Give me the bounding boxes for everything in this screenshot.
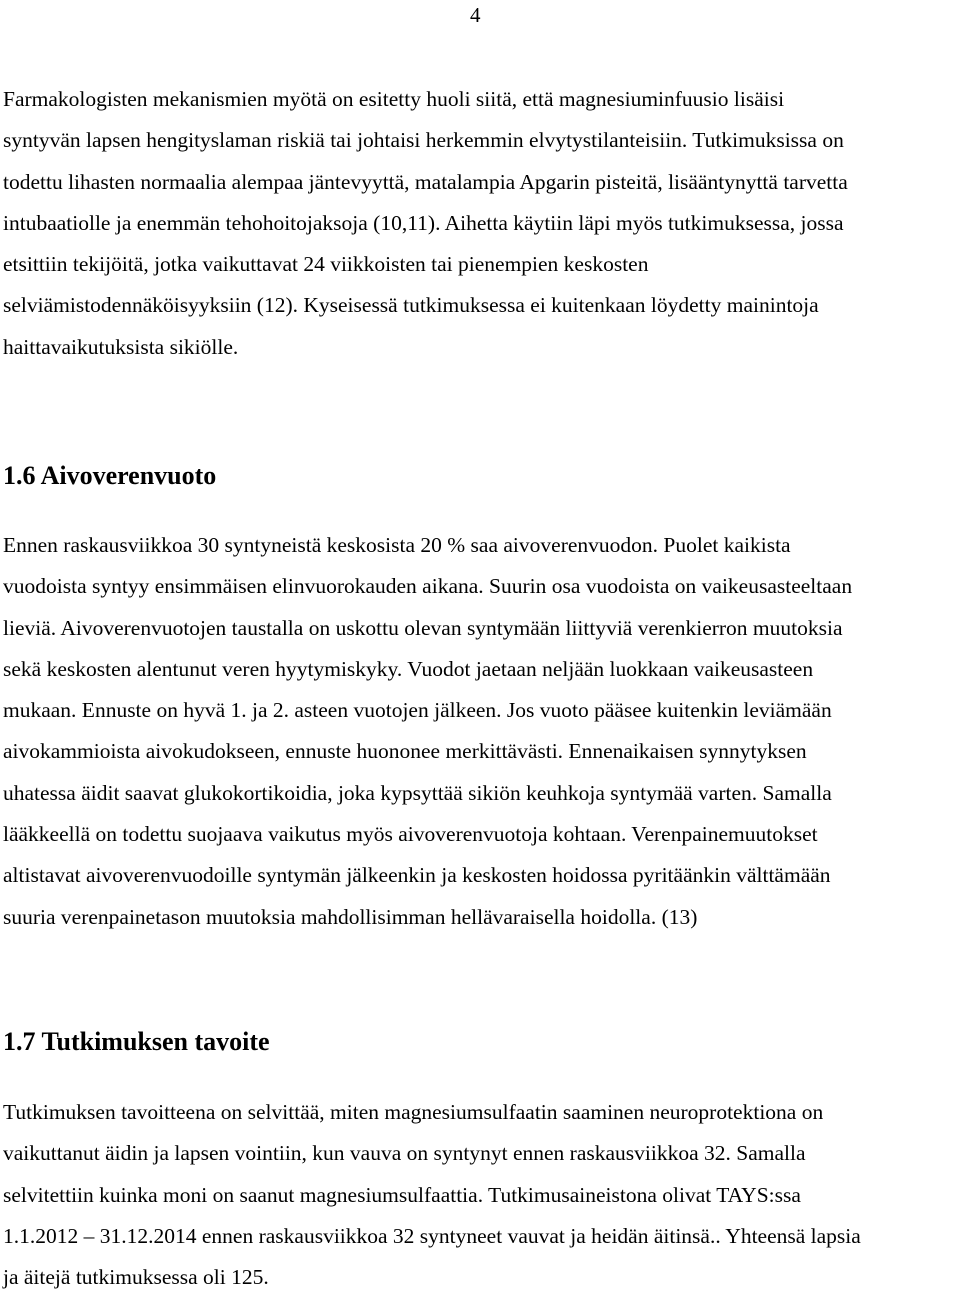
- text-line: 1.1.2012 – 31.12.2014 ennen raskausviikkoa 32 syntyneet vauvat ja heidän äitinsä.. Yhteensä lapsia: [3, 1223, 861, 1248]
- text-line: altistavat aivoverenvuodoille syntymän jälkeenkin ja keskosten hoidossa pyritäänkin välttämään: [3, 863, 831, 888]
- text-line: selviämistodennäköisyyksiin (12). Kyseisessä tutkimuksessa ei kuitenkaan löydetty mainintoja: [3, 293, 819, 318]
- text-line: lääkkeellä on todettu suojaava vaikutus myös aivoverenvuotoja kohtaan. Verenpainemuutokset: [3, 822, 818, 847]
- section-heading-aivoverenvuoto: 1.6 Aivoverenvuoto: [3, 461, 217, 490]
- text-line: haittavaikutuksista sikiölle.: [3, 334, 239, 359]
- text-line: mukaan. Ennuste on hyvä 1. ja 2. asteen vuotojen jälkeen. Jos vuoto pääsee kuitenkin leviämään: [3, 698, 832, 723]
- text-line: sekä keskosten alentunut veren hyytymiskyky. Vuodot jaetaan neljään luokkaan vaikeusasteen: [3, 656, 814, 681]
- text-line: Tutkimuksen tavoitteena on selvittää, miten magnesiumsulfaatin saaminen neuroprotektiona on: [3, 1100, 824, 1124]
- text-line: suuria verenpainetason muutoksia mahdollisimman hellävaraisella hoidolla. (13): [3, 904, 698, 929]
- text-line: syntyvän lapsen hengityslaman riskiä tai johtaisi herkemmin elvytystilanteisiin. Tutkimuksissa on: [3, 128, 844, 153]
- paragraph-tutkimuksen-tavoite: [3, 1092, 943, 1298]
- paragraph-aivoverenvuoto: [3, 525, 943, 938]
- text-line: etsittiin tekijöitä, jotka vaikuttavat 24 viikkoisten tai pienempien keskosten: [3, 252, 649, 277]
- page-number: 4: [470, 3, 481, 27]
- text-line: lieviä. Aivoverenvuotojen taustalla on uskottu olevan syntymään liittyviä verenkierron muutoksia: [3, 615, 843, 640]
- text-line: ja äitejä tutkimuksessa oli 125.: [3, 1265, 269, 1290]
- text-line: vuodoista syntyy ensimmäisen elinvuorokauden aikana. Suurin osa vuodoista on vaikeusasteeltaan: [3, 574, 853, 599]
- text-line: aivokammioista aivokudokseen, ennuste huononee merkittävästi. Ennenaikaisen synnytyksen: [3, 739, 807, 764]
- text-line: intubaatiolle ja enemmän tehohoitojaksoja (10,11). Aihetta käytiin läpi myös tutkimuksessa, jossa: [3, 210, 844, 235]
- text-line: Farmakologisten mekanismien myötä on esitetty huoli siitä, että magnesiuminfuusio lisäisi: [3, 87, 785, 111]
- text-line: vaikuttanut äidin ja lapsen vointiin, kun vauva on syntynyt ennen raskausviikkoa 32. Samalla: [3, 1141, 806, 1166]
- text-line: todettu lihasten normaalia alempaa jäntevyyttä, matalampia Apgarin pisteitä, lisääntynyttä tarvetta: [3, 169, 848, 194]
- text-line: selvitettiin kuinka moni on saanut magnesiumsulfaattia. Tutkimusaineistona olivat TAYS:ssa: [3, 1182, 801, 1207]
- section-heading-tutkimuksen-tavoite: 1.7 Tutkimuksen tavoite: [3, 1027, 270, 1056]
- paragraph-pharmacology: [3, 79, 943, 368]
- text-line: uhatessa äidit saavat glukokortikoidia, joka kypsyttää sikiön keuhkoja syntymää varten. Samalla: [3, 780, 832, 805]
- text-line: Ennen raskausviikkoa 30 syntyneistä keskosista 20 % saa aivoverenvuodon. Puolet kaikista: [3, 533, 791, 557]
